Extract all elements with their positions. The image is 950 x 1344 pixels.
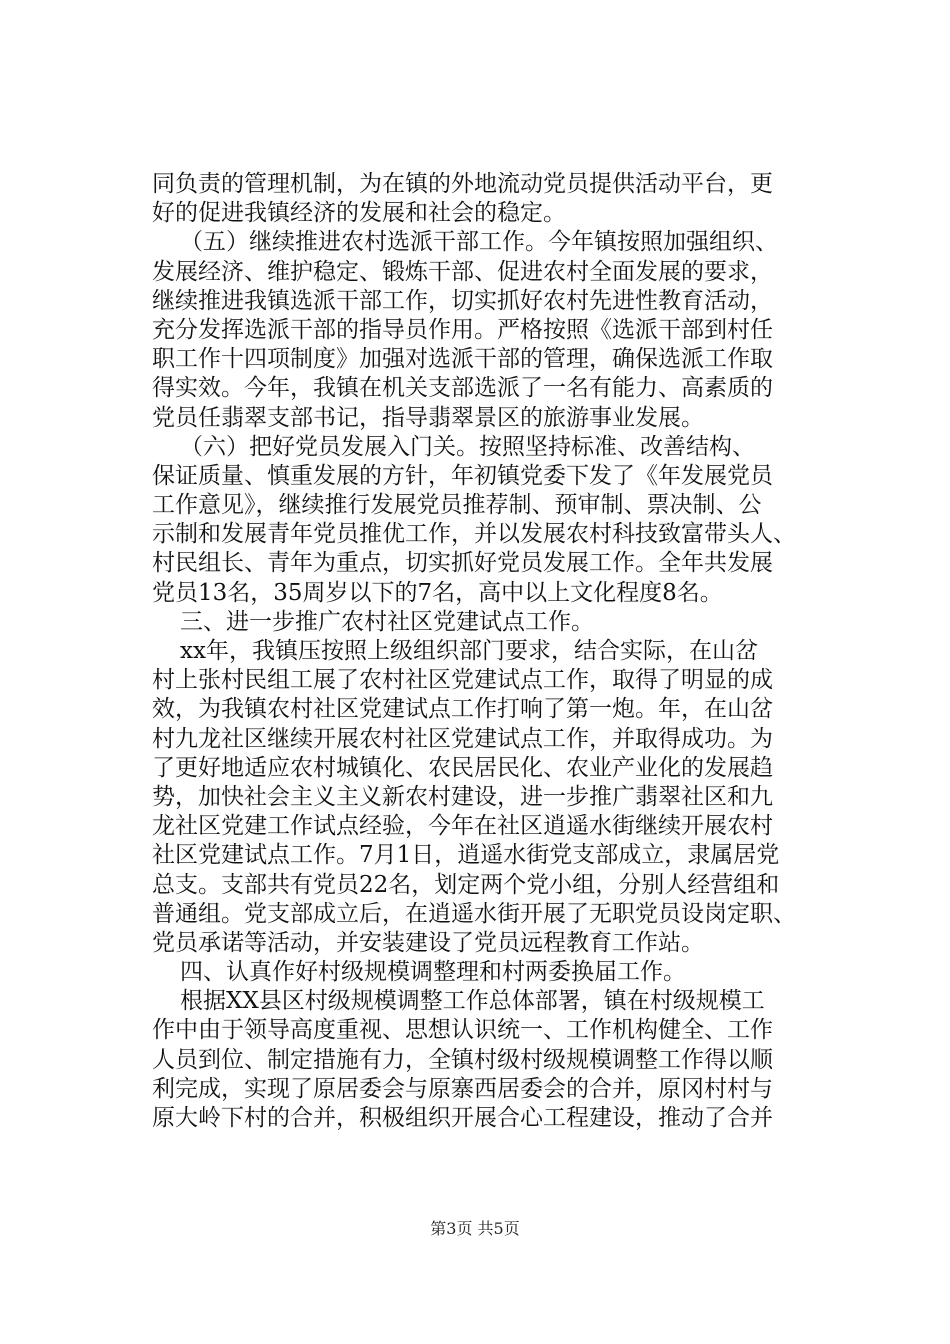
text-line: 党员承诺等活动，并安装建设了党员远程教育工作站。 — [152, 929, 704, 956]
text-line: 社区党建试点工作。7月1日，逍遥水街党支部成立，隶属居党 — [152, 842, 780, 869]
text-line: 发展经济、维护稳定、锻炼干部、促进农村全面发展的要求， — [152, 258, 773, 285]
text-line: 势，加快社会主义主义新农村建设，进一步推广翡翠社区和九 — [152, 783, 773, 810]
text-line: 职工作十四项制度》加强对选派干部的管理，确保选派工作取 — [152, 346, 773, 373]
document-body — [152, 170, 842, 1133]
text-line: 保证质量、慎重发展的方针，年初镇党委下发了《年发展党员 — [152, 462, 773, 489]
page-number-footer: 第3页 共5页 — [430, 1219, 520, 1238]
text-line: 村民组长、青年为重点，切实抓好党员发展工作。全年共发展 — [152, 550, 773, 577]
text-line: 得实效。今年，我镇在机关支部选派了一名有能力、高素质的 — [152, 375, 773, 402]
text-line: 总支。支部共有党员22名，划定两个党小组，分别人经营组和 — [152, 871, 780, 898]
text-line: 龙社区党建工作试点经验，今年在社区逍遥水街继续开展农村 — [152, 813, 773, 840]
text-line: 作中由于领导高度重视、思想认识统一、工作机构健全、工作 — [152, 1017, 773, 1044]
text-line: 村九龙社区继续开展农村社区党建试点工作，并取得成功。为 — [152, 725, 773, 752]
text-line: 党员任翡翠支部书记，指导翡翠景区的旅游事业发展。 — [152, 404, 704, 431]
text-line: 普通组。党支部成立后，在逍遥水街开展了无职党员设岗定职、 — [152, 900, 796, 927]
text-line: 党员13名，35周岁以下的7名，高中以上文化程度8名。 — [152, 579, 723, 606]
section-heading: 四、认真作好村级规模调整理和村两委换届工作。 — [180, 959, 686, 986]
text-line: 同负责的管理机制，为在镇的外地流动党员提供活动平台，更 — [152, 171, 773, 197]
section-heading: （五）继续推进农村选派干部工作。今年镇按照加强组织、 — [180, 229, 778, 256]
text-line: 村上张村民组工展了农村社区党建试点工作，取得了明显的成 — [152, 667, 773, 694]
section-heading: 三、进一步推广农村社区党建试点工作。 — [180, 608, 594, 635]
text-line: 工作意见》，继续推行发展党员推荐制、预审制、票决制、公 — [152, 492, 762, 519]
text-line: 利完成，实现了原居委会与原寨西居委会的合并，原冈村村与 — [152, 1075, 773, 1102]
text-line: 效，为我镇农村社区党建试点工作打响了第一炮。年，在山岔 — [152, 696, 773, 723]
text-line: 好的促进我镇经济的发展和社会的稳定。 — [152, 200, 566, 227]
paragraph-start: 根据XX县区村级规模调整工作总体部署，镇在村级规模工 — [180, 988, 765, 1015]
text-line: 充分发挥选派干部的指导员作用。严格按照《选派干部到村任 — [152, 316, 773, 343]
text-line: 继续推进我镇选派干部工作，切实抓好农村先进性教育活动， — [152, 287, 773, 314]
section-heading: （六）把好党员发展入门关。按照坚持标准、改善结构、 — [180, 433, 755, 460]
paragraph-start: xx年，我镇压按照上级组织部门要求，结合实际，在山岔 — [180, 638, 758, 664]
text-line: 人员到位、制定措施有力，全镇村级村级规模调整工作得以顺 — [152, 1046, 773, 1073]
text-line: 了更好地适应农村城镇化、农民居民化、农业产业化的发展趋 — [152, 754, 773, 781]
text-line: 示制和发展青年党员推优工作，并以发展农村科技致富带头人、 — [152, 521, 796, 548]
text-line: 原大岭下村的合并，积极组织开展合心工程建设，推动了合并 — [152, 1105, 773, 1131]
